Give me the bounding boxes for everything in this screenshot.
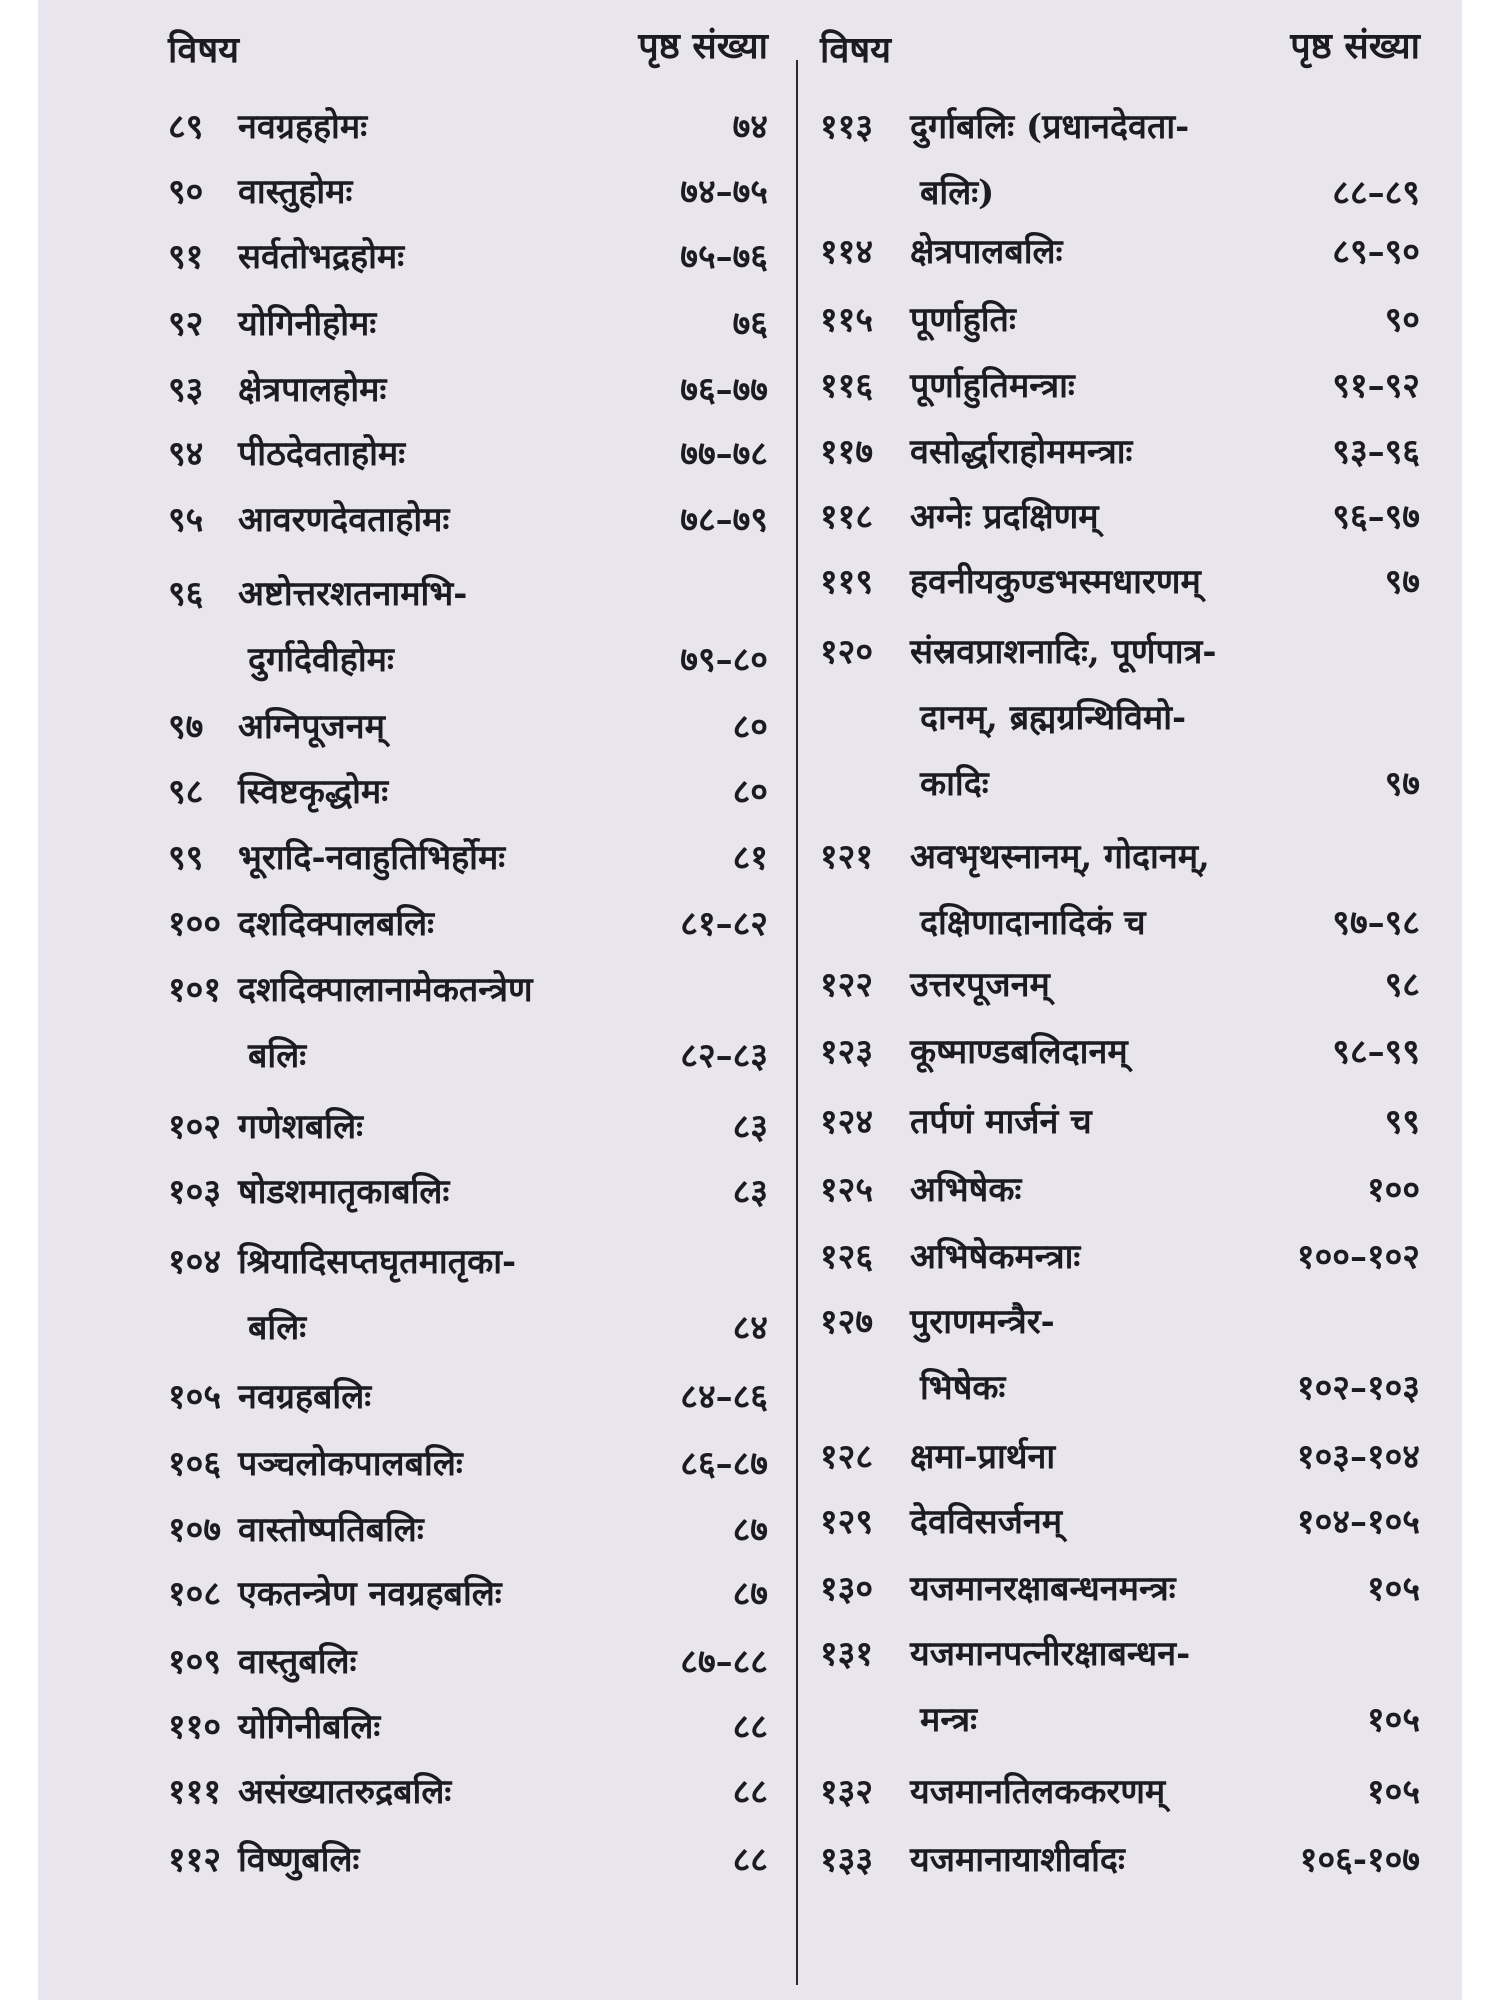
- entry-title: वसोर्द्धाराहोममन्त्राः: [910, 432, 1133, 472]
- entry-number: ११७: [820, 432, 874, 472]
- entry-title: यजमानतिलककरणम्: [910, 1772, 1166, 1812]
- entry-page-number: १०५: [1366, 1772, 1420, 1812]
- entry-title: उत्तरपूजनम्: [910, 965, 1050, 1005]
- entry-page-number: ९६–९७: [1332, 497, 1420, 537]
- entry-number: १०३: [168, 1172, 222, 1212]
- entry-title: पञ्चलोकपालबलिः: [238, 1444, 463, 1484]
- entry-number: ११८: [820, 497, 874, 537]
- entry-number: ११०: [168, 1707, 222, 1747]
- right-column-header: [820, 14, 1420, 74]
- toc-entry: [168, 1170, 768, 1230]
- entry-title: गणेशबलिः: [238, 1107, 363, 1147]
- entry-page-number: ८३: [732, 1172, 768, 1212]
- entry-title: क्षेत्रपालहोमः: [238, 370, 387, 410]
- entry-page-number: ८३: [732, 1107, 768, 1147]
- toc-entry: [168, 1572, 768, 1632]
- entry-title: पूर्णाहुतिमन्त्राः: [910, 366, 1075, 406]
- entry-title-continuation: बलिः): [920, 173, 995, 213]
- entry-title: अवभृथस्नानम्, गोदानम्,: [910, 837, 1210, 877]
- entry-title-continuation: मन्त्रः: [920, 1700, 978, 1740]
- entry-number: ९५: [168, 500, 204, 540]
- entry-title: कूष्माण्डबलिदानम्: [910, 1032, 1128, 1072]
- toc-entry: [820, 1632, 1420, 1740]
- entry-number: १०१: [168, 970, 222, 1010]
- toc-entry: [820, 430, 1420, 490]
- toc-entry: [168, 302, 768, 362]
- entry-title: अग्नेः प्रदक्षिणम्: [910, 497, 1099, 537]
- entry-number: १२६: [820, 1237, 874, 1277]
- entry-page-number: १०५: [1366, 1569, 1420, 1609]
- toc-entry: [168, 105, 768, 165]
- entry-number: ११४: [820, 232, 874, 272]
- entry-page-number: ९७: [1384, 764, 1420, 804]
- book-page: [38, 0, 1462, 2000]
- entry-number: १३१: [820, 1634, 874, 1674]
- entry-number: ९३: [168, 370, 204, 410]
- entry-number: १११: [168, 1772, 222, 1812]
- entry-title: अग्निपूजनम्: [238, 707, 385, 747]
- toc-entry: [820, 630, 1420, 804]
- subject-heading: विषय: [168, 29, 240, 71]
- toc-entry: [820, 364, 1420, 424]
- entry-title: दशदिक्पालबलिः: [238, 904, 435, 944]
- entry-page-number: ७४: [732, 107, 768, 147]
- toc-entry: [820, 1435, 1420, 1495]
- toc-entry: [820, 230, 1420, 290]
- toc-entry: [820, 1235, 1420, 1295]
- entry-title: क्षेत्रपालबलिः: [910, 232, 1063, 272]
- toc-entry: [820, 1168, 1420, 1228]
- entry-page-number: ९८–९९: [1332, 1032, 1420, 1072]
- entry-title-continuation: बलिः: [248, 1036, 307, 1076]
- entry-title: वास्तुबलिः: [238, 1642, 357, 1682]
- entry-page-number: ८४: [732, 1308, 768, 1348]
- entry-page-number: ९८: [1384, 965, 1420, 1005]
- toc-entry: [168, 968, 768, 1076]
- entry-page-number: ९७: [1384, 562, 1420, 602]
- toc-entry: [168, 235, 768, 295]
- entry-title: षोडशमातृकाबलिः: [238, 1172, 450, 1212]
- entry-number: ९०: [168, 172, 204, 212]
- entry-page-number: ८१: [732, 838, 768, 878]
- toc-entry: [820, 495, 1420, 555]
- entry-page-number: ९३–९६: [1332, 432, 1420, 472]
- entry-page-number: ८९–९०: [1332, 232, 1420, 272]
- entry-number: १२५: [820, 1170, 874, 1210]
- entry-number: १३३: [820, 1840, 874, 1880]
- entry-title: योगिनीहोमः: [238, 304, 377, 344]
- page-number-heading: पृष्ठ संख्या: [638, 25, 768, 67]
- entry-title: सर्वतोभद्रहोमः: [238, 237, 405, 277]
- entry-number: १०६: [168, 1444, 222, 1484]
- column-divider: [796, 60, 798, 1985]
- entry-page-number: १०४–१०५: [1296, 1502, 1420, 1542]
- entry-title: वास्तोष्पतिबलिः: [238, 1510, 424, 1550]
- entry-number: १०७: [168, 1510, 222, 1550]
- entry-page-number: ८४–८६: [680, 1377, 768, 1417]
- entry-page-number: १०६-१०७: [1299, 1840, 1420, 1880]
- toc-entry: [168, 902, 768, 962]
- entry-title: अभिषेकः: [910, 1170, 1022, 1210]
- toc-entry: [168, 1838, 768, 1898]
- entry-page-number: ९१–९२: [1332, 366, 1420, 406]
- entry-title-continuation: दानम्, ब्रह्मग्रन्थिविमो-: [920, 698, 1187, 738]
- entry-page-number: ७८–७९: [680, 500, 768, 540]
- entry-page-number: ८६–८७: [680, 1444, 768, 1484]
- toc-entry: [168, 368, 768, 428]
- entry-title: अष्टोत्तरशतनामभि-: [238, 574, 468, 614]
- entry-page-number: ९०: [1384, 300, 1420, 340]
- entry-number: १००: [168, 904, 222, 944]
- entry-title: संस्रवप्राशनादिः, पूर्णपात्र-: [910, 632, 1217, 672]
- page-number-heading: पृष्ठ संख्या: [1290, 25, 1420, 67]
- entry-title: अभिषेकमन्त्राः: [910, 1237, 1081, 1277]
- entry-title-continuation: बलिः: [248, 1308, 307, 1348]
- entry-number: १३०: [820, 1569, 874, 1609]
- toc-entry: [820, 1100, 1420, 1160]
- toc-entry: [820, 1838, 1420, 1898]
- entry-title: विष्णुबलिः: [238, 1840, 360, 1880]
- entry-number: १०२: [168, 1107, 222, 1147]
- toc-entry: [168, 432, 768, 492]
- toc-entry: [168, 1770, 768, 1830]
- entry-number: ९४: [168, 434, 204, 474]
- toc-entry: [168, 1240, 768, 1348]
- entry-page-number: ७६–७७: [680, 370, 768, 410]
- entry-number: १२०: [820, 632, 874, 672]
- entry-page-number: ८८: [732, 1772, 768, 1812]
- entry-number: ९२: [168, 304, 204, 344]
- entry-title: असंख्यातरुद्रबलिः: [238, 1772, 452, 1812]
- entry-number: १०४: [168, 1242, 222, 1282]
- entry-page-number: ८७–८८: [680, 1642, 768, 1682]
- entry-page-number: १००: [1366, 1170, 1420, 1210]
- entry-number: ११९: [820, 562, 874, 602]
- toc-entry: [168, 1508, 768, 1568]
- entry-page-number: ७४–७५: [680, 172, 768, 212]
- entry-number: १०८: [168, 1574, 222, 1614]
- toc-entry: [820, 1567, 1420, 1627]
- entry-title: एकतन्त्रेण नवग्रहबलिः: [238, 1574, 502, 1614]
- toc-entry: [168, 498, 768, 558]
- toc-entry: [168, 836, 768, 896]
- entry-title: देवविसर्जनम्: [910, 1502, 1063, 1542]
- entry-title: पूर्णाहुतिः: [910, 300, 1016, 340]
- toc-entry: [168, 1375, 768, 1435]
- toc-entry: [168, 1705, 768, 1765]
- entry-title-continuation: कादिः: [920, 764, 989, 804]
- entry-title: वास्तुहोमः: [238, 172, 353, 212]
- entry-page-number: ९७–९८: [1332, 903, 1420, 943]
- entry-page-number: ८८: [732, 1707, 768, 1747]
- entry-number: ९७: [168, 707, 204, 747]
- entry-title: भूरादि-नवाहुतिभिर्होमः: [238, 838, 506, 878]
- entry-number: १२४: [820, 1102, 874, 1142]
- toc-entry: [820, 1770, 1420, 1830]
- subject-heading: विषय: [820, 29, 892, 71]
- entry-title: नवग्रहहोमः: [238, 107, 368, 147]
- entry-number: १२१: [820, 837, 874, 877]
- entry-title: स्विष्टकृद्धोमः: [238, 772, 389, 812]
- entry-number: १२३: [820, 1032, 874, 1072]
- toc-entry: [168, 1442, 768, 1502]
- toc-entry: [168, 1105, 768, 1165]
- toc-entry: [168, 770, 768, 830]
- toc-entry: [820, 835, 1420, 943]
- toc-entry: [820, 1500, 1420, 1560]
- entry-page-number: ८७: [732, 1574, 768, 1614]
- entry-number: १२८: [820, 1437, 874, 1477]
- entry-page-number: ९९: [1384, 1102, 1420, 1142]
- entry-title: दुर्गाबलिः (प्रधानदेवता-: [910, 107, 1190, 147]
- toc-entry: [168, 1640, 768, 1700]
- entry-title: तर्पणं मार्जनं च: [910, 1102, 1092, 1142]
- entry-title: पुराणमन्त्रैर-: [910, 1302, 1055, 1342]
- entry-title: यजमानपत्नीरक्षाबन्धन-: [910, 1634, 1191, 1674]
- entry-number: ९१: [168, 237, 204, 277]
- entry-page-number: ७६: [732, 304, 768, 344]
- entry-page-number: १०५: [1366, 1700, 1420, 1740]
- entry-title: आवरणदेवताहोमः: [238, 500, 450, 540]
- entry-number: ११६: [820, 366, 874, 406]
- entry-page-number: ८२–८३: [680, 1036, 768, 1076]
- entry-title-continuation: दुर्गादेवीहोमः: [248, 640, 394, 680]
- entry-number: १३२: [820, 1772, 874, 1812]
- entry-page-number: ७९–८०: [680, 640, 768, 680]
- entry-number: ९९: [168, 838, 204, 878]
- entry-number: ९६: [168, 574, 204, 614]
- entry-number: ९८: [168, 772, 204, 812]
- toc-entry: [820, 560, 1420, 620]
- entry-title: दशदिक्पालानामेकतन्त्रेण: [238, 970, 533, 1010]
- entry-title-continuation: दक्षिणादानादिकं च: [920, 903, 1146, 943]
- toc-entry: [820, 298, 1420, 358]
- entry-number: ११२: [168, 1840, 222, 1880]
- entry-number: १२९: [820, 1502, 874, 1542]
- toc-entry: [168, 170, 768, 230]
- entry-number: १०५: [168, 1377, 222, 1417]
- entry-title: श्रियादिसप्तघृतमातृका-: [238, 1242, 517, 1282]
- entry-number: १२७: [820, 1302, 874, 1342]
- entry-page-number: ८७: [732, 1510, 768, 1550]
- entry-page-number: १०३–१०४: [1296, 1437, 1420, 1477]
- entry-page-number: ७७–७८: [680, 434, 768, 474]
- entry-page-number: १०२–१०३: [1296, 1368, 1420, 1408]
- entry-number: १२२: [820, 965, 874, 1005]
- entry-title: यजमानायाशीर्वादः: [910, 1840, 1125, 1880]
- left-column-header: [168, 14, 768, 74]
- toc-entry: [820, 105, 1420, 213]
- entry-number: ११५: [820, 300, 874, 340]
- entry-title: हवनीयकुण्डभस्मधारणम्: [910, 562, 1201, 602]
- entry-title: क्षमा-प्रार्थना: [910, 1437, 1056, 1477]
- entry-page-number: ८८–८९: [1332, 173, 1420, 213]
- entry-number: १०९: [168, 1642, 222, 1682]
- entry-page-number: ८०: [732, 772, 768, 812]
- entry-title: नवग्रहबलिः: [238, 1377, 372, 1417]
- entry-page-number: ७५–७६: [680, 237, 768, 277]
- toc-entry: [820, 1030, 1420, 1090]
- entry-title: योगिनीबलिः: [238, 1707, 381, 1747]
- entry-title: यजमानरक्षाबन्धनमन्त्रः: [910, 1569, 1176, 1609]
- toc-entry: [820, 1300, 1420, 1408]
- toc-entry: [820, 963, 1420, 1023]
- entry-title: पीठदेवताहोमः: [238, 434, 406, 474]
- entry-page-number: ८८: [732, 1840, 768, 1880]
- toc-entry: [168, 705, 768, 765]
- entry-number: ११३: [820, 107, 874, 147]
- entry-page-number: ८०: [732, 707, 768, 747]
- entry-title-continuation: भिषेकः: [920, 1368, 1006, 1408]
- entry-number: ८९: [168, 107, 204, 147]
- toc-entry: [168, 572, 768, 680]
- entry-page-number: १००–१०२: [1296, 1237, 1420, 1277]
- entry-page-number: ८१–८२: [680, 904, 768, 944]
